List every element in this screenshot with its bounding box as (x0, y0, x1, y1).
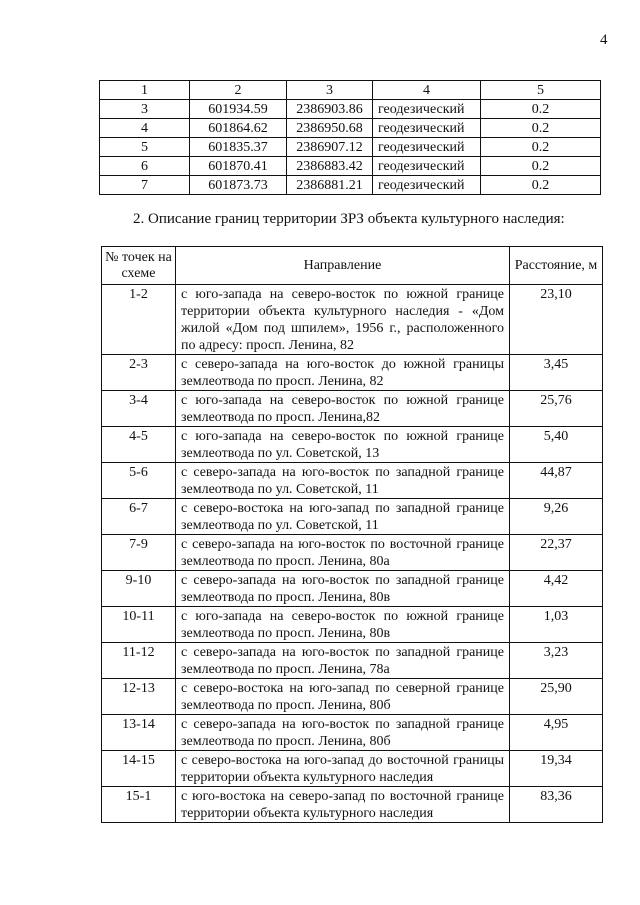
table-row (102, 355, 603, 391)
table-row (102, 535, 603, 571)
table-header-row (102, 247, 603, 285)
accuracy-cell: 0.2 (481, 100, 601, 119)
point-range-cell: 9-10 (102, 571, 176, 607)
table-row (102, 463, 603, 499)
direction-cell: с северо-востока на юго-запад по западной границе землеотвода по ул. Советской, 11 (176, 499, 510, 535)
x-coordinate-cell: 601864.62 (190, 119, 287, 138)
point-range-cell: 12-13 (102, 679, 176, 715)
header-direction: Направление (176, 247, 510, 285)
column-number-cell: 4 (373, 81, 481, 100)
header-distance: Расстояние, м (510, 247, 603, 285)
distance-cell: 22,37 (510, 535, 603, 571)
point-number-cell: 7 (100, 176, 190, 195)
column-number-cell: 3 (287, 81, 373, 100)
distance-cell: 19,34 (510, 751, 603, 787)
direction-cell: с юго-запада на северо-восток по южной границе территории объекта культурного наследия - «Дом жилой «Дом под шпилем», 1956 г., расположенного по адресу: просп. Ленина, 82 (176, 285, 510, 355)
y-coordinate-cell: 2386907.12 (287, 138, 373, 157)
point-range-cell: 13-14 (102, 715, 176, 751)
point-range-cell: 5-6 (102, 463, 176, 499)
point-range-cell: 14-15 (102, 751, 176, 787)
point-range-cell: 6-7 (102, 499, 176, 535)
table-header-row (100, 81, 601, 100)
table-row (102, 285, 603, 355)
method-cell: геодезический (373, 176, 481, 195)
method-cell: геодезический (373, 157, 481, 176)
accuracy-cell: 0.2 (481, 176, 601, 195)
table-row (102, 643, 603, 679)
method-cell: геодезический (373, 100, 481, 119)
point-range-cell: 11-12 (102, 643, 176, 679)
direction-cell: с юго-запада на северо-восток по южной границе землеотвода по ул. Советской, 13 (176, 427, 510, 463)
table-row (102, 751, 603, 787)
distance-cell: 83,36 (510, 787, 603, 823)
point-range-cell: 15-1 (102, 787, 176, 823)
distance-cell: 4,95 (510, 715, 603, 751)
y-coordinate-cell: 2386881.21 (287, 176, 373, 195)
point-number-cell: 3 (100, 100, 190, 119)
column-number-cell: 1 (100, 81, 190, 100)
distance-cell: 23,10 (510, 285, 603, 355)
table-row (100, 138, 601, 157)
x-coordinate-cell: 601835.37 (190, 138, 287, 157)
direction-cell: с юго-запада на северо-восток по южной границе землеотвода по просп. Ленина,82 (176, 391, 510, 427)
distance-cell: 3,23 (510, 643, 603, 679)
point-range-cell: 7-9 (102, 535, 176, 571)
distance-cell: 4,42 (510, 571, 603, 607)
point-number-cell: 6 (100, 157, 190, 176)
table-row (100, 119, 601, 138)
point-number-cell: 4 (100, 119, 190, 138)
direction-cell: с юго-запада на северо-восток по южной границе землеотвода по просп. Ленина, 80в (176, 607, 510, 643)
distance-cell: 25,90 (510, 679, 603, 715)
x-coordinate-cell: 601870.41 (190, 157, 287, 176)
x-coordinate-cell: 601873.73 (190, 176, 287, 195)
y-coordinate-cell: 2386903.86 (287, 100, 373, 119)
direction-cell: с северо-запада на юго-восток по восточной границе землеотвода по просп. Ленина, 80а (176, 535, 510, 571)
point-number-cell: 5 (100, 138, 190, 157)
table-row (102, 715, 603, 751)
y-coordinate-cell: 2386950.68 (287, 119, 373, 138)
column-number-cell: 2 (190, 81, 287, 100)
distance-cell: 9,26 (510, 499, 603, 535)
direction-cell: с юго-востока на северо-запад по восточной границе территории объекта культурного наследия (176, 787, 510, 823)
table-row (102, 427, 603, 463)
method-cell: геодезический (373, 138, 481, 157)
table-row (100, 176, 601, 195)
point-range-cell: 1-2 (102, 285, 176, 355)
header-point-numbers: № точек на схеме (102, 247, 176, 285)
table-row (100, 157, 601, 176)
direction-cell: с северо-запада на юго-восток по западной границе землеотвода по просп. Ленина, 78а (176, 643, 510, 679)
distance-cell: 1,03 (510, 607, 603, 643)
point-range-cell: 10-11 (102, 607, 176, 643)
table-row (102, 499, 603, 535)
table-row (102, 571, 603, 607)
column-number-cell: 5 (481, 81, 601, 100)
accuracy-cell: 0.2 (481, 138, 601, 157)
distance-cell: 44,87 (510, 463, 603, 499)
table-row (102, 391, 603, 427)
x-coordinate-cell: 601934.59 (190, 100, 287, 119)
direction-cell: с северо-запада на юго-восток до южной границы землеотвода по просп. Ленина, 82 (176, 355, 510, 391)
table-row (102, 607, 603, 643)
table-row (102, 787, 603, 823)
y-coordinate-cell: 2386883.42 (287, 157, 373, 176)
direction-cell: с северо-востока на юго-запад до восточной границы территории объекта культурного наследия (176, 751, 510, 787)
point-range-cell: 3-4 (102, 391, 176, 427)
coordinates-table (99, 80, 601, 195)
direction-cell: с северо-запада на юго-восток по западной границе землеотвода по просп. Ленина, 80в (176, 571, 510, 607)
table-row (102, 679, 603, 715)
accuracy-cell: 0.2 (481, 119, 601, 138)
section-heading: 2. Описание границ территории ЗРЗ объекта культурного наследия: (133, 211, 565, 227)
table-row (100, 100, 601, 119)
accuracy-cell: 0.2 (481, 157, 601, 176)
point-range-cell: 4-5 (102, 427, 176, 463)
boundary-description-table (101, 246, 603, 823)
method-cell: геодезический (373, 119, 481, 138)
page-number: 4 (600, 32, 608, 48)
distance-cell: 5,40 (510, 427, 603, 463)
direction-cell: с северо-запада на юго-восток по западной границе землеотвода по просп. Ленина, 80б (176, 715, 510, 751)
direction-cell: с северо-востока на юго-запад по северной границе землеотвода по просп. Ленина, 80б (176, 679, 510, 715)
direction-cell: с северо-запада на юго-восток по западной границе землеотвода по ул. Советской, 11 (176, 463, 510, 499)
distance-cell: 25,76 (510, 391, 603, 427)
point-range-cell: 2-3 (102, 355, 176, 391)
distance-cell: 3,45 (510, 355, 603, 391)
